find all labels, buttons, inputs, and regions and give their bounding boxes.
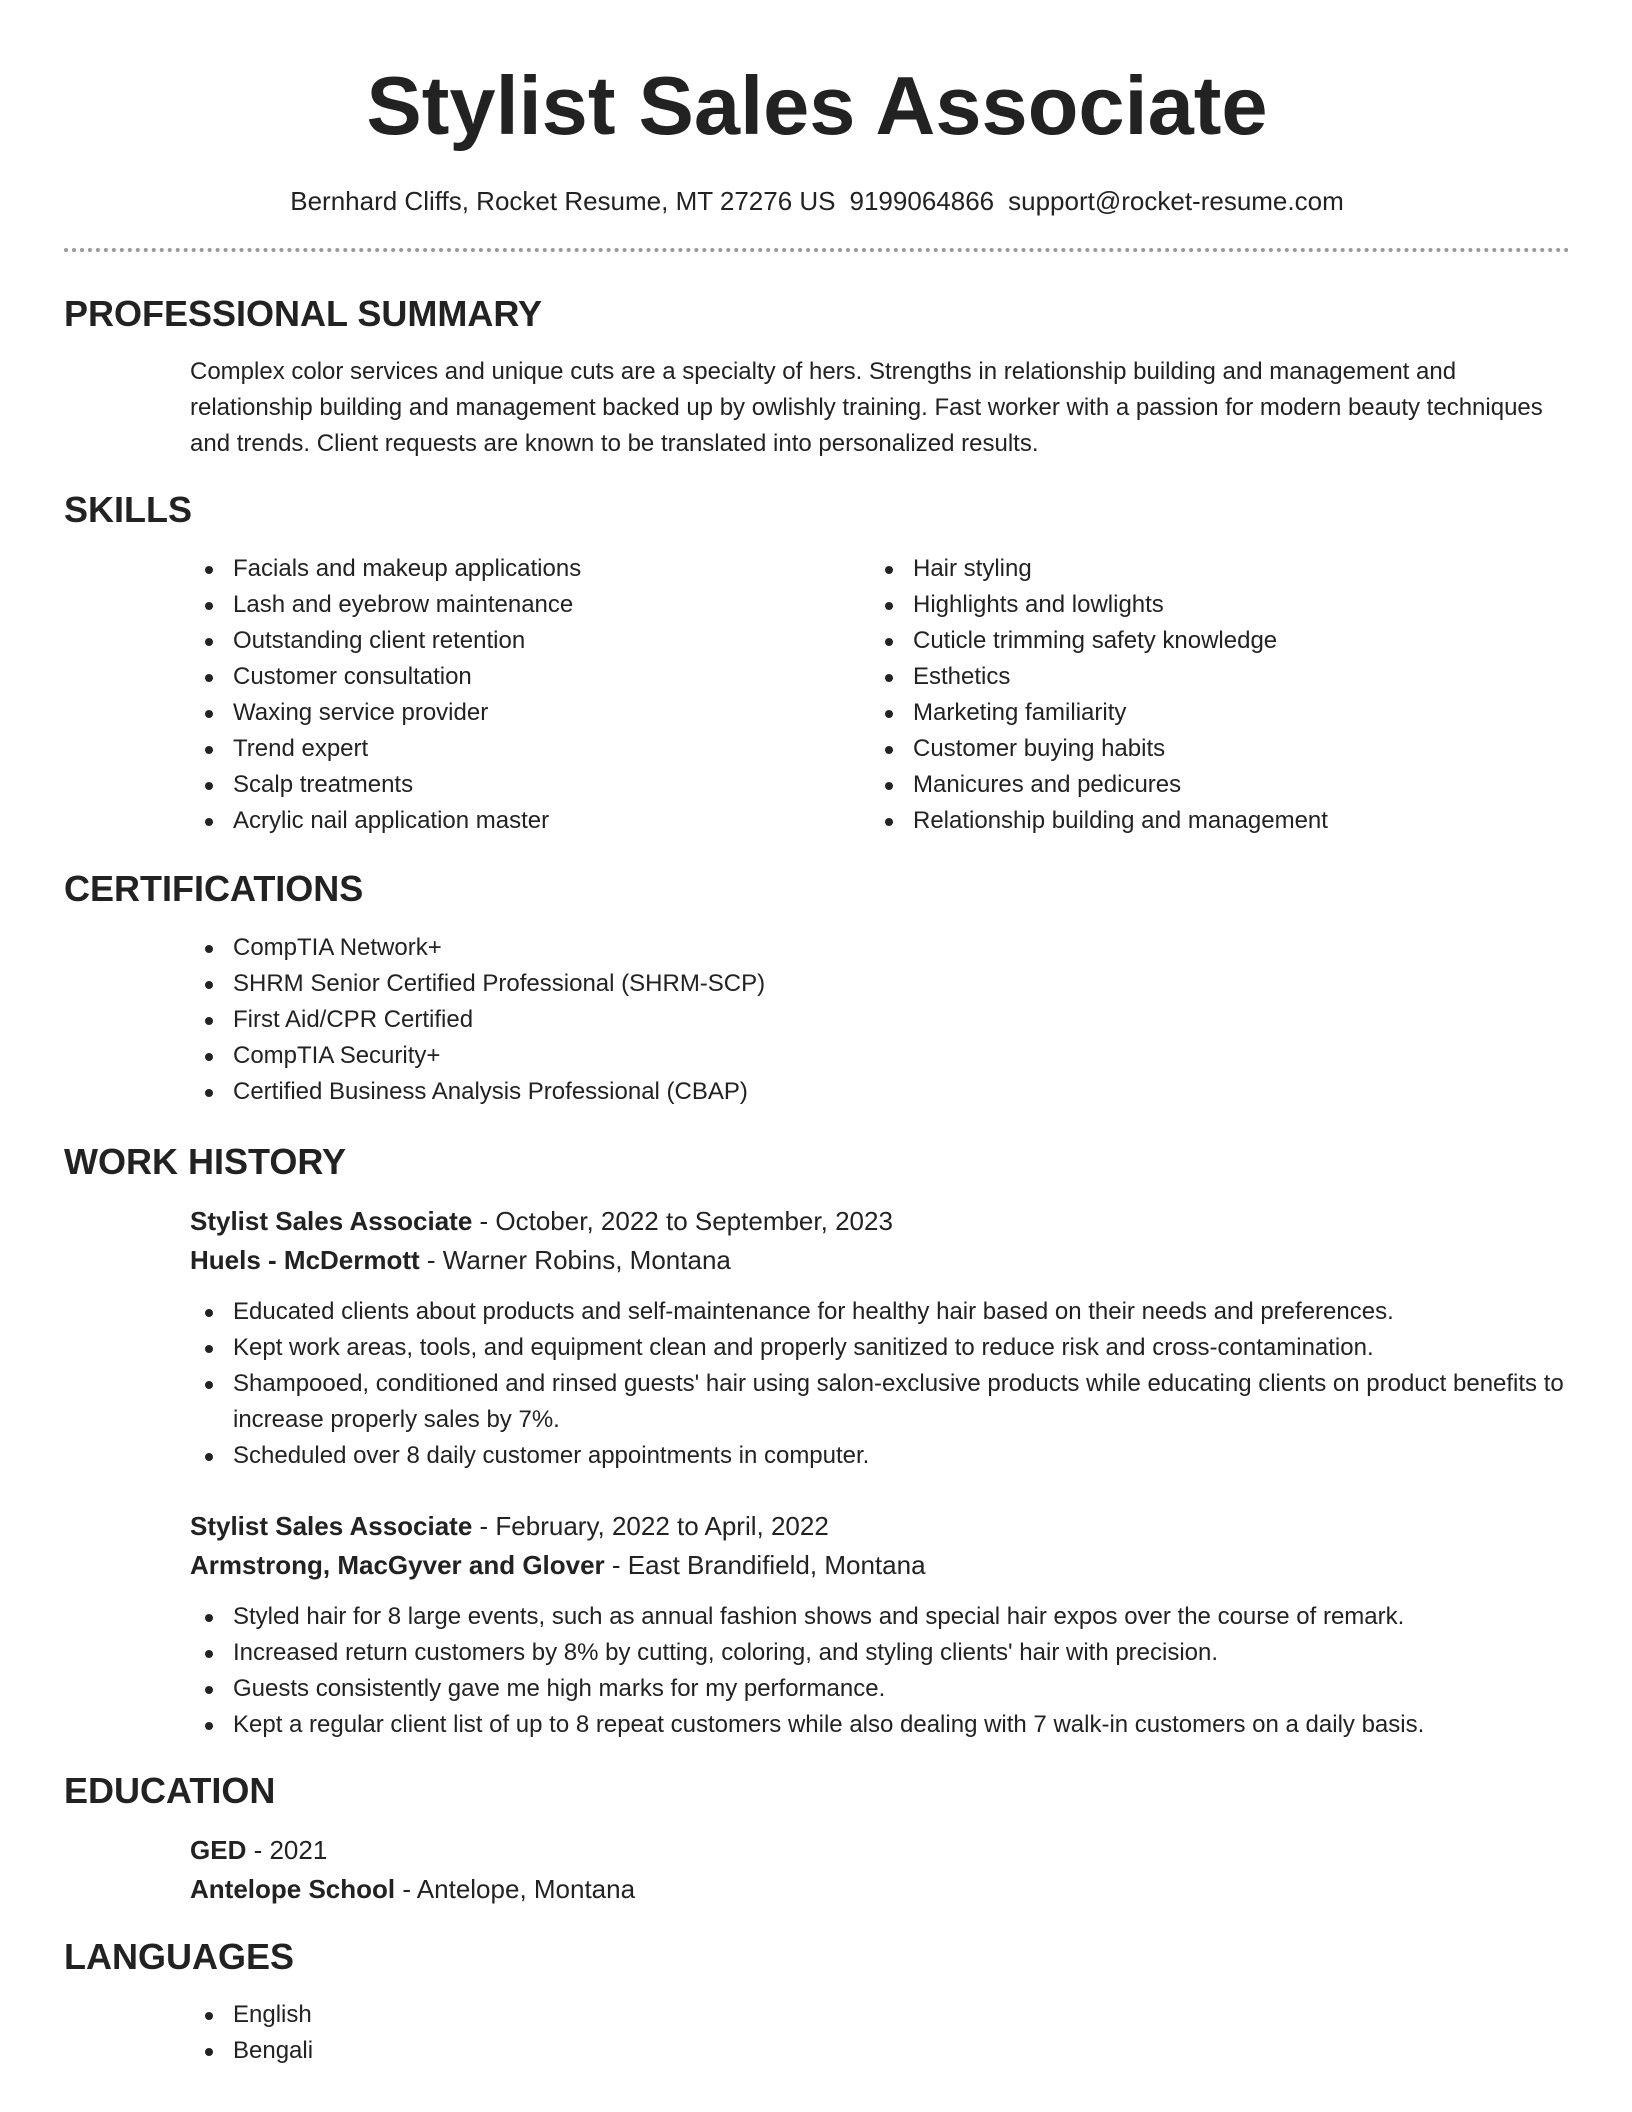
language-item: Bengali bbox=[190, 2033, 1570, 2069]
job-bullet: Increased return customers by 8% by cutting, coloring, and styling clients' hair with precision. bbox=[190, 1635, 1570, 1671]
bullet-icon bbox=[885, 710, 893, 718]
skill-item: Relationship building and management bbox=[870, 803, 1550, 839]
bullet-icon bbox=[885, 782, 893, 790]
bullet-icon bbox=[885, 566, 893, 574]
bullet-icon bbox=[885, 746, 893, 754]
bullet-icon bbox=[205, 602, 213, 610]
skill-item: Trend expert bbox=[190, 731, 870, 767]
bullet-icon bbox=[885, 602, 893, 610]
bullet-icon bbox=[205, 1381, 213, 1389]
bullet-icon bbox=[205, 2048, 213, 2056]
education-degree: GED bbox=[190, 1835, 247, 1865]
job-company-line bbox=[190, 1546, 1570, 1585]
skill-item: Facials and makeup applications bbox=[190, 551, 870, 587]
skill-item: Customer consultation bbox=[190, 659, 870, 695]
contact-line bbox=[64, 184, 1570, 218]
job-bullet: Educated clients about products and self-maintenance for healthy hair based on their needs and preferences. bbox=[190, 1294, 1570, 1330]
section-title-certifications: CERTIFICATIONS bbox=[64, 868, 364, 909]
bullet-icon bbox=[205, 1345, 213, 1353]
bullet-icon bbox=[205, 1614, 213, 1622]
job-dates: - February, 2022 to April, 2022 bbox=[472, 1511, 829, 1541]
contact-email: support@rocket-resume.com bbox=[1008, 186, 1344, 216]
job-dates: - October, 2022 to September, 2023 bbox=[472, 1206, 893, 1236]
job-company-line bbox=[190, 1241, 1570, 1280]
bullet-icon bbox=[205, 1089, 213, 1097]
bullet-icon bbox=[205, 710, 213, 718]
skill-item: Marketing familiarity bbox=[870, 695, 1550, 731]
section-title-summary: PROFESSIONAL SUMMARY bbox=[64, 293, 543, 334]
skill-item: Waxing service provider bbox=[190, 695, 870, 731]
bullet-icon bbox=[205, 566, 213, 574]
job-bullet: Shampooed, conditioned and rinsed guests' hair using salon-exclusive products while educating clients on product benefits to increase properly sales by 7%. bbox=[190, 1366, 1570, 1438]
summary-text: Complex color services and unique cuts are a specialty of hers. Strengths in relationship building and management and relationship building and management backed up by owlishly training. Fast worker with a passion for modern beauty techniques and trends. Client requests are known to be translated into personalized results. bbox=[190, 358, 1543, 457]
section-title-skills: SKILLS bbox=[64, 489, 193, 530]
skill-item: Customer buying habits bbox=[870, 731, 1550, 767]
job-company: Armstrong, MacGyver and Glover bbox=[190, 1550, 605, 1580]
job-bullet: Kept a regular client list of up to 8 repeat customers while also dealing with 7 walk-in customers on a daily basis. bbox=[190, 1707, 1570, 1743]
header-divider bbox=[64, 248, 1570, 252]
skill-item: Hair styling bbox=[870, 551, 1550, 587]
job-title-line bbox=[190, 1507, 1570, 1546]
resume-name: Stylist Sales Associate bbox=[366, 59, 1268, 152]
contact-address: Bernhard Cliffs, Rocket Resume, MT 27276 US bbox=[290, 186, 836, 216]
skills-column-left bbox=[190, 551, 870, 839]
job-bullets bbox=[190, 1599, 1570, 1743]
skill-item: Scalp treatments bbox=[190, 767, 870, 803]
skill-item: Highlights and lowlights bbox=[870, 587, 1550, 623]
education-year: - 2021 bbox=[246, 1835, 328, 1865]
bullet-icon bbox=[205, 945, 213, 953]
skill-item: Esthetics bbox=[870, 659, 1550, 695]
bullet-icon bbox=[205, 2012, 213, 2020]
skill-item: Acrylic nail application master bbox=[190, 803, 870, 839]
bullet-icon bbox=[205, 1722, 213, 1730]
bullet-icon bbox=[885, 818, 893, 826]
bullet-icon bbox=[205, 1686, 213, 1694]
certification-item: SHRM Senior Certified Professional (SHRM-SCP) bbox=[190, 966, 1570, 1002]
contact-phone: 9199064866 bbox=[849, 186, 995, 216]
certifications-list bbox=[190, 930, 1570, 1110]
bullet-icon bbox=[205, 746, 213, 754]
section-title-languages: LANGUAGES bbox=[64, 1936, 295, 1977]
job-location: - East Brandifield, Montana bbox=[604, 1550, 926, 1580]
bullet-icon bbox=[205, 1650, 213, 1658]
job-role: Stylist Sales Associate bbox=[190, 1206, 473, 1236]
bullet-icon bbox=[205, 1053, 213, 1061]
education-location: - Antelope, Montana bbox=[395, 1874, 636, 1904]
skill-item: Cuticle trimming safety knowledge bbox=[870, 623, 1550, 659]
languages-list bbox=[190, 1997, 1570, 2069]
job-bullet: Styled hair for 8 large events, such as annual fashion shows and special hair expos over the course of remark. bbox=[190, 1599, 1570, 1635]
bullet-icon bbox=[205, 1017, 213, 1025]
education-school-line bbox=[190, 1870, 1570, 1909]
section-title-work-history: WORK HISTORY bbox=[64, 1141, 347, 1182]
language-item: English bbox=[190, 1997, 1570, 2033]
certification-item: First Aid/CPR Certified bbox=[190, 1002, 1570, 1038]
skill-item: Manicures and pedicures bbox=[870, 767, 1550, 803]
skill-item: Outstanding client retention bbox=[190, 623, 870, 659]
bullet-icon bbox=[205, 818, 213, 826]
skills-list bbox=[190, 551, 1570, 839]
job-bullet: Guests consistently gave me high marks for my performance. bbox=[190, 1671, 1570, 1707]
skill-item: Lash and eyebrow maintenance bbox=[190, 587, 870, 623]
bullet-icon bbox=[205, 782, 213, 790]
education-entry bbox=[190, 1831, 1570, 1909]
bullet-icon bbox=[885, 638, 893, 646]
resume-page bbox=[64, 0, 1570, 2069]
section-title-education: EDUCATION bbox=[64, 1770, 276, 1811]
job-bullet: Scheduled over 8 daily customer appointments in computer. bbox=[190, 1438, 1570, 1474]
job-bullets bbox=[190, 1294, 1570, 1474]
bullet-icon bbox=[205, 1453, 213, 1461]
certification-item: CompTIA Network+ bbox=[190, 930, 1570, 966]
job-entry bbox=[190, 1507, 1570, 1743]
bullet-icon bbox=[885, 674, 893, 682]
bullet-icon bbox=[205, 674, 213, 682]
job-entry bbox=[190, 1202, 1570, 1474]
certification-item: Certified Business Analysis Professional (CBAP) bbox=[190, 1074, 1570, 1110]
bullet-icon bbox=[205, 638, 213, 646]
skills-column-right bbox=[870, 551, 1550, 839]
education-school: Antelope School bbox=[190, 1874, 396, 1904]
bullet-icon bbox=[205, 1309, 213, 1317]
certification-item: CompTIA Security+ bbox=[190, 1038, 1570, 1074]
job-title-line bbox=[190, 1202, 1570, 1241]
job-location: - Warner Robins, Montana bbox=[419, 1245, 731, 1275]
bullet-icon bbox=[205, 981, 213, 989]
job-bullet: Kept work areas, tools, and equipment clean and properly sanitized to reduce risk and cross-contamination. bbox=[190, 1330, 1570, 1366]
job-role: Stylist Sales Associate bbox=[190, 1511, 473, 1541]
job-company: Huels - McDermott bbox=[190, 1245, 420, 1275]
education-degree-line bbox=[190, 1831, 1570, 1870]
